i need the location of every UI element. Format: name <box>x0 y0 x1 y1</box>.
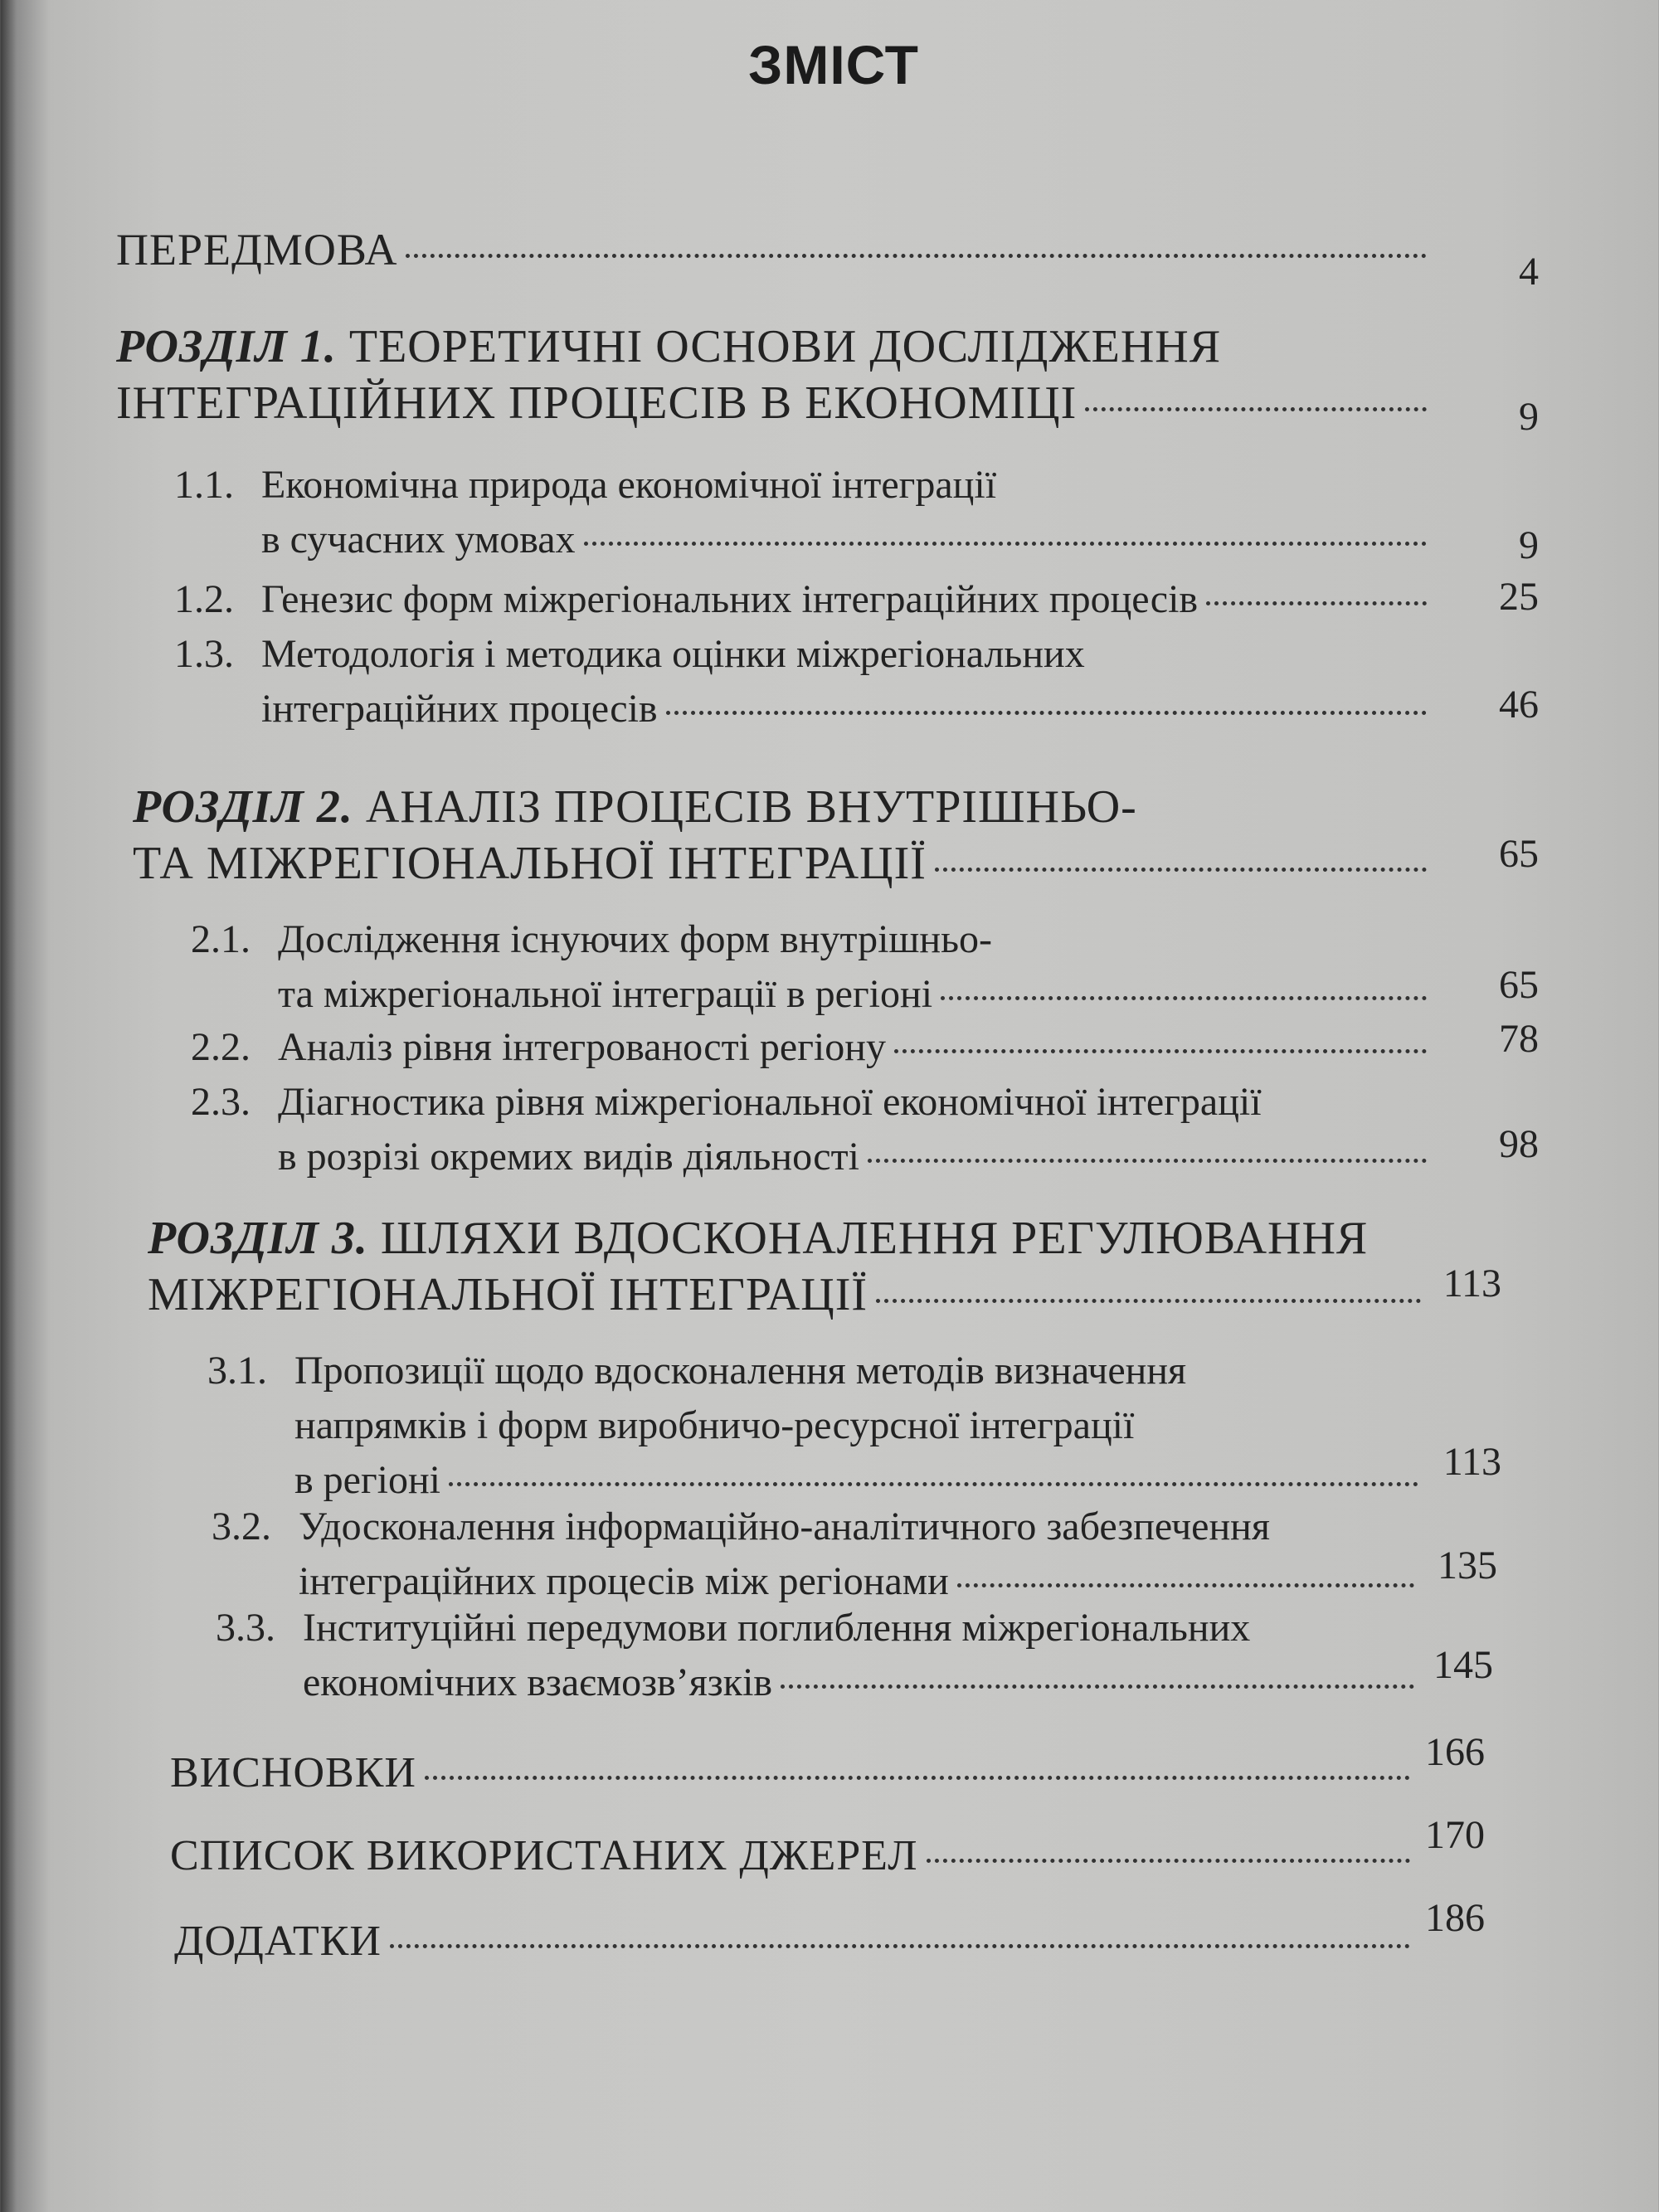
section-3-2-title-line2: інтеграційних процесів між регіонами <box>299 1559 949 1603</box>
section-3-3-title-line1: Інституційні передумови поглиблення міжрегіональних <box>303 1606 1251 1650</box>
section-1-2-title: Генезис форм міжрегіональних інтеграційних процесів <box>261 577 1199 621</box>
dot-leader <box>894 1049 1427 1053</box>
section-3-2-page-number: 135 <box>1438 1544 1497 1587</box>
section-2-1-title-line1: Дослідження існуючих форм внутрішньо- <box>278 917 992 961</box>
toc-entry-conclusions[interactable] <box>170 1746 1418 1801</box>
section-1-3-number: 1.3. <box>174 632 234 676</box>
dot-leader <box>935 868 1427 872</box>
section-3-2-number: 3.2. <box>212 1505 271 1548</box>
preface-label: ПЕРЕДМОВА <box>116 225 398 275</box>
toc-entry-section-3-1[interactable] <box>207 1344 1427 1508</box>
toc-entry-references[interactable] <box>170 1829 1418 1884</box>
toc-entry-section-1-3[interactable] <box>174 627 1435 737</box>
toc-entry-section-2-1[interactable] <box>191 912 1435 1022</box>
appendices-label: ДОДАТКИ <box>174 1918 382 1965</box>
dot-leader <box>927 1859 1410 1863</box>
section-2-1-page-number: 65 <box>1499 963 1539 1007</box>
dot-leader <box>957 1583 1414 1587</box>
chapter-1-label: РОЗДІЛ 1. <box>116 321 337 372</box>
section-1-3-title-line1: Методологія і методика оцінки міжрегіональних <box>261 632 1085 676</box>
dot-leader <box>449 1482 1418 1486</box>
dot-leader <box>390 1944 1410 1948</box>
section-2-1-title-line2: та міжрегіональної інтеграції в регіоні <box>278 972 933 1016</box>
section-1-1-number: 1.1. <box>174 463 234 507</box>
chapter-3-title-line2: МІЖРЕГІОНАЛЬНОЇ ІНТЕГРАЦІЇ <box>148 1269 868 1320</box>
section-2-1-number: 2.1. <box>191 917 251 961</box>
chapter-2-title-line2: ТА МІЖРЕГІОНАЛЬНОЇ ІНТЕГРАЦІЇ <box>133 838 927 889</box>
toc-entry-section-3-3[interactable] <box>216 1601 1423 1710</box>
dot-leader <box>406 254 1427 258</box>
chapter-2-label: РОЗДІЛ 2. <box>133 781 353 833</box>
dot-leader <box>425 1776 1410 1780</box>
dot-leader <box>868 1159 1427 1163</box>
section-2-3-title-line2: в розрізі окремих видів діяльності <box>278 1135 859 1179</box>
section-2-2-page-number: 78 <box>1499 1017 1539 1061</box>
toc-entry-section-2-2[interactable] <box>191 1020 1435 1075</box>
chapter-3-label: РОЗДІЛ 3. <box>148 1213 368 1264</box>
section-3-1-page-number: 113 <box>1443 1440 1501 1484</box>
chapter-1-title-line1: ТЕОРЕТИЧНІ ОСНОВИ ДОСЛІДЖЕННЯ <box>348 321 1222 372</box>
page-title: ЗМІСТ <box>748 34 919 95</box>
dot-leader <box>1206 601 1427 605</box>
toc-entry-appendices[interactable] <box>174 1914 1418 1969</box>
section-1-3-title-line2: інтеграційних процесів <box>261 687 658 731</box>
dot-leader <box>666 711 1427 715</box>
chapter-2-title-line1: АНАЛІЗ ПРОЦЕСІВ ВНУТРІШНЬО- <box>365 781 1137 833</box>
dot-leader <box>584 542 1427 546</box>
toc-entry-section-1-1[interactable] <box>174 458 1435 567</box>
dot-leader <box>876 1299 1421 1303</box>
section-1-1-title-line1: Економічна природа економічної інтеграції <box>261 463 997 507</box>
dot-leader <box>1085 407 1427 411</box>
chapter-2-page-number: 65 <box>1499 832 1539 876</box>
section-1-2-page-number: 25 <box>1499 575 1539 619</box>
appendices-page-number: 186 <box>1425 1896 1485 1940</box>
conclusions-page-number: 166 <box>1425 1730 1485 1774</box>
section-2-2-title: Аналіз рівня інтегрованості регіону <box>278 1025 886 1069</box>
toc-entry-chapter-1[interactable] <box>116 319 1435 430</box>
section-3-2-title-line1: Удосконалення інформаційно-аналітичного забезпечення <box>299 1505 1270 1548</box>
section-2-3-title-line1: Діагностика рівня міжрегіональної економічної інтеграції <box>278 1080 1262 1124</box>
chapter-1-page-number: 9 <box>1519 395 1539 439</box>
section-2-3-number: 2.3. <box>191 1080 251 1124</box>
toc-entry-chapter-3[interactable] <box>148 1211 1429 1322</box>
preface-page-number: 4 <box>1519 250 1539 294</box>
section-1-1-title-line2: в сучасних умовах <box>261 518 576 562</box>
section-2-2-number: 2.2. <box>191 1025 251 1069</box>
toc-entry-preface[interactable] <box>116 222 1435 277</box>
conclusions-label: ВИСНОВКИ <box>170 1749 416 1796</box>
dot-leader <box>781 1685 1414 1689</box>
section-3-1-title-line1: Пропозиції щодо вдосконалення методів визначення <box>294 1349 1187 1393</box>
section-1-1-page-number: 9 <box>1519 523 1539 567</box>
section-3-1-title-line2: напрямків і форм виробничо-ресурсної інтеграції <box>294 1403 1135 1447</box>
chapter-1-title-line2: ІНТЕГРАЦІЙНИХ ПРОЦЕСІВ В ЕКОНОМІЦІ <box>116 377 1078 429</box>
references-label: СПИСОК ВИКОРИСТАНИХ ДЖЕРЕЛ <box>170 1832 918 1879</box>
dot-leader <box>941 996 1427 1000</box>
section-3-3-title-line2: економічних взаємозв’язків <box>303 1660 773 1704</box>
section-1-3-page-number: 46 <box>1499 683 1539 727</box>
references-page-number: 170 <box>1425 1813 1485 1857</box>
section-3-3-number: 3.3. <box>216 1606 275 1650</box>
toc-entry-section-2-3[interactable] <box>191 1075 1435 1184</box>
toc-entry-section-1-2[interactable] <box>174 572 1435 627</box>
section-3-1-number: 3.1. <box>207 1349 267 1393</box>
section-1-2-number: 1.2. <box>174 577 234 621</box>
section-2-3-page-number: 98 <box>1499 1122 1539 1166</box>
toc-entry-chapter-2[interactable] <box>133 780 1435 891</box>
section-3-1-title-line3: в регіоні <box>294 1458 441 1502</box>
toc-entry-section-3-2[interactable] <box>212 1500 1423 1609</box>
chapter-3-title-line1: ШЛЯХИ ВДОСКОНАЛЕННЯ РЕГУЛЮВАННЯ <box>380 1213 1369 1264</box>
chapter-3-page-number: 113 <box>1443 1262 1501 1305</box>
section-3-3-page-number: 145 <box>1433 1643 1493 1687</box>
